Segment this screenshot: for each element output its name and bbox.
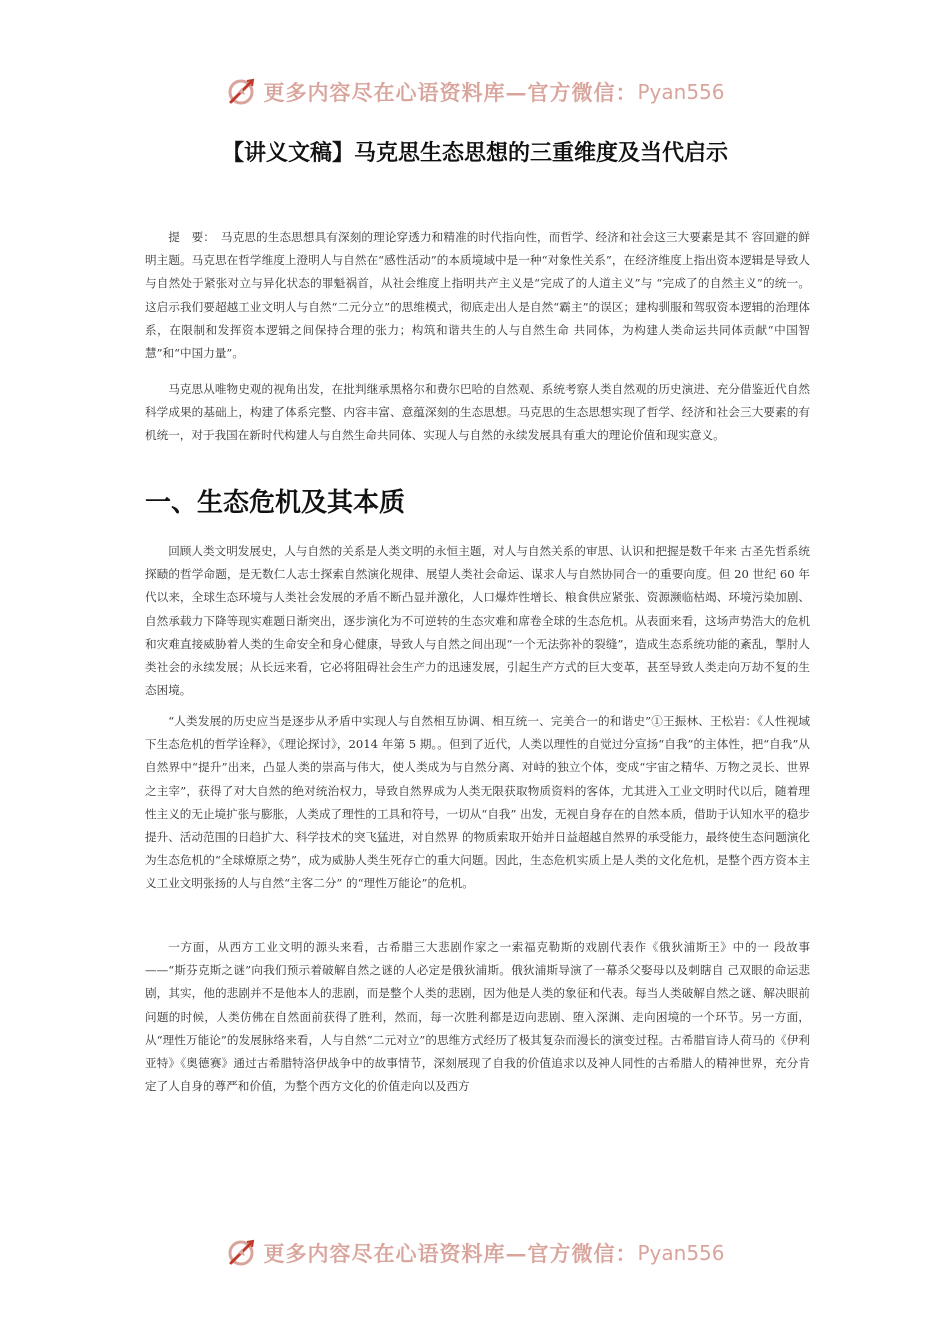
- logo-icon: [225, 1236, 259, 1270]
- banner-wechat-id: Pyan556: [637, 80, 725, 104]
- intro-text: 马克思从唯物史观的视角出发，在批判继承黑格尔和费尔巴哈的自然观、系统考察人类自然观的历史演进、充分借鉴近代自然科学成果的基础上，构建了体系完整、内容丰富、意蕴深刻的生态思想。马克思的生态思想实现了哲学、经济和社会三大要素的有机统一，对于我国在新时代构建人与自然生命共同体、实现人与自然的永续发展具有重大的理论价值和现实意义。: [145, 382, 810, 443]
- footer-banner: [0, 1233, 950, 1273]
- paragraph-text: “人类发展的历史应当是逐步从矛盾中实现人与自然相互协调、相互统一、完美合一的和谐史”①王振林、王松岩：《人性视域下生态危机的哲学诠释》，《理论探讨》，2014 年第 5 期。。但到了近代，人类以理性的自觉过分宣扬“自我”的主体性，把“自我”从自然界中“提升”出来，凸显人类的崇高与伟大，使人类成为与自然分离、对峙的独立个体，变成“宇宙之精华、万物之灵长、世界之主宰”，获得了对大自然的绝对统治权力，导致自然界成为人类无限获取物质资料的客体，尤其进入工业文明时代以后，随着理性主义的无止境扩张与膨胀，人类成了理性的工具和符号，一切从“自我” 出发，无视自身存在的自然本质，借助于认知水平的稳步提升、活动范围的日趋扩大、科学技术的突飞猛进，对自然界 的物质索取开始并日益超越自然界的承受能力，最终使生态问题演化为生态危机的“全球燎原之势”，成为威胁人类生死存亡的重大问题。因此，生态危机实质上是人类的文化危机，是整个西方资本主义工业文明张扬的人与自然“主客二分” 的“理性万能论”的危机。: [145, 714, 810, 891]
- document-title: 【讲义文稿】马克思生态思想的三重维度及当代启示: [221, 141, 728, 166]
- abstract: [145, 226, 810, 365]
- logo-icon: [225, 75, 259, 109]
- intro: [145, 378, 810, 448]
- paragraph-text: 一方面，从西方工业文明的源头来看，古希腊三大悲剧作家之一索福克勒斯的戏剧代表作《俄狄浦斯王》中的一 段故事——“斯芬克斯之谜”向我们预示着破解自然之谜的人必定是俄狄浦斯。俄狄浦斯导演了一幕杀父娶母以及刺瞎自 己双眼的命运悲剧，其实，他的悲剧并不是他本人的悲剧，而是整个人类的悲剧，因为他是人类的象征和代表。每当人类破解自然之谜、解决眼前问题的时候，人类仿佛在自然面前获得了胜利，然而，每一次胜利都是迈向悲剧、堕入深渊、走向困境的一个环节。另一方面，从“理性万能论”的发展脉络来看，人与自然“二元对立”的思维方式经历了极其复杂而漫长的演变过程。古希腊盲诗人荷马的《伊利亚特》《奥德赛》通过古希腊特洛伊战争中的故事情节，深刻展现了自我的价值追求以及神人同性的古希腊人的精神世界，充分肯定了人自身的尊严和价值，为整个西方文化的价值走向以及西方: [145, 940, 810, 1094]
- paragraph-text: 回顾人类文明发展史，人与自然的关系是人类文明的永恒主题，对人与自然关系的审思、认识和把握是数千年来 古圣先哲系统探赜的哲学命题，是无数仁人志士探索自然演化规律、展望人类社会命运、谋求人与自然协同合一的重要向度。但 20 世纪 60 年代以来，全球生态环境与人类社会发展的矛盾不断凸显并激化，人口爆炸性增长、粮食供应紧张、资源濒临枯竭、环境污染加剧、自然承载力下降等现实难题日渐突出，逐步演化为不可逆转的生态灾难和席卷全球的生态危机。从表面来看，这场声势浩大的危机和灾难直接威胁着人类的生命安全和身心健康，导致人与自然之间出现“一个无法弥补的裂缝”，造成生态系统功能的紊乱，掣肘人类社会的永续发展；从长远来看，它必将阻碍社会生产力的迅速发展，引起生产方式的巨大变革，甚至导致人类走向万劫不复的生态困境。: [145, 544, 810, 698]
- header-banner: [0, 72, 950, 112]
- section-heading: 一、生态危机及其本质: [145, 488, 406, 518]
- banner-text: 更多内容尽在心语资料库—官方微信：: [263, 1241, 638, 1266]
- banner-wechat-id: Pyan556: [637, 1241, 725, 1265]
- abstract-text: 提 要： 马克思的生态思想具有深刻的理论穿透力和精准的时代指向性，而哲学、经济和社会这三大要素是其不 容回避的鲜明主题。马克思在哲学维度上澄明人与自然在“感性活动”的本质境域中是一种“对象性关系”，在经济维度上指出资本逻辑是导致人与自然处于紧张对立与异化状态的罪魁祸首，从社会维度上指明共产主义是“完成了的人道主义”与 “完成了的自然主义”的统一。这启示我们要超越工业文明人与自然“二元分立”的思维模式，彻底走出人是自然“霸主”的误区；建构驯服和驾驭资本逻辑的治理体系，在限制和发挥资本逻辑之间保持合理的张力；构筑和谐共生的人与自然生命 共同体，为构建人类命运共同体贡献“中国智慧”和“中国力量”。: [145, 230, 810, 361]
- paragraph-3: [145, 936, 810, 1098]
- paragraph-1: [145, 540, 810, 702]
- paragraph-2: [145, 710, 810, 896]
- banner-text: 更多内容尽在心语资料库—官方微信：: [263, 80, 638, 105]
